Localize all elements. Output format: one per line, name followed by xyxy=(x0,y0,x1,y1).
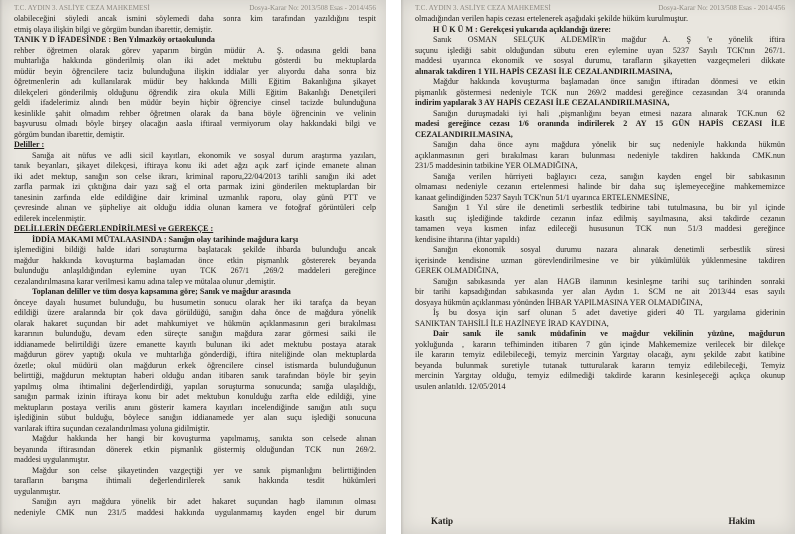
text-line: CEZALANDIRILMASINA, xyxy=(415,129,513,139)
text-line: özetle; okul müdürü olan mağdurun erkek öğrencilere cinsel istismarda bulunduğunun xyxy=(14,360,376,370)
text-line: dosyaya hükmün açıklanması yönünden İHBAR YAPILMASINA YER OLMADIĞINA, xyxy=(415,297,703,307)
text-line: Sanığın ekonomik sosyal durumu nazara alınarak denetimli serbestlik süresi xyxy=(433,245,785,254)
text-line: Sanığın duruşmadaki iyi hali ,pişmanlığını beyan etmesi nazara alınarak TCK.nun 62 xyxy=(433,108,785,118)
text-line: rehber öğretmen olarak görev yaparım birgün müdür A. Ş. odasına geldi bana xyxy=(14,45,376,55)
text-line: muhtarlığa hakkında gönderilmiş olan iki adet mektubu gösterdi bu mektuplarda xyxy=(14,56,376,65)
text-line: bulunduğu anlaşıldığından eylemine uyan TCK 267/1 ,269/2 maddeleri gereğince xyxy=(14,266,376,275)
text-line: Mağdur hakkında kovuşturma başlamadan önce sanığın iftiradan dönmesi ve etkin xyxy=(433,77,785,86)
text-line: belirttiği, mağdurun mektuptan haberi olduğu andan itibaren sanık tarafından böyle bir şeyin xyxy=(14,371,376,380)
court-name: T.C. AYDIN 3. ASLİYE CEZA MAHKEMESİ xyxy=(14,4,150,12)
text-line: olmaması nedeniyle cezanın ertelenmesi halinde bir daha suç işlemeyeceğine mahkememizce xyxy=(415,182,785,191)
text-line: mektupların postaya verilis anını gösterir kamera kayıtları incelendiğinde sanığın atılı suçu xyxy=(14,402,376,412)
text-line: Mağdur son celse şikayetinden vazgeçtiği yer ve sanık pişmanlığını belirttiğinden xyxy=(32,465,376,475)
text-line: cezalandırılmasına karar verilmesi kamu adına talep ve mütalaa olunur ,demiştir. xyxy=(14,276,276,286)
text-line: yapılmış olma ihtimalini değerlendirdiği, yapılan soruşturma sonucunda; sanığa ulaşıldığı, xyxy=(14,381,376,391)
text-line: Sanığın daha önce aynı mağdura yönelik bir suç nedeniyle hakkında hükmün xyxy=(433,140,785,149)
text-line: açıklanmasının geri bırakılması kararı bulunması nedeniyle takdiren hakkında CMK.nun xyxy=(415,150,785,160)
document-page-right xyxy=(401,0,795,534)
text-line: İDDİA MAKAMI MÜTALAASINDA : Sanığın olay tarihinde mağdura karşı xyxy=(32,234,299,244)
text-line: başvurusu olmadı böyle birşey olacağın aasla iftiraal vermiyorum olay hakkındaki bilgi ve xyxy=(14,119,376,128)
court-name: T.C. AYDIN 3. ASLİYE CEZA MAHKEMESİ xyxy=(415,4,551,12)
text-line: dilekçeleri gönderilmiş olduğunu öğrendik zira okula Milli Eğitim Bakanlığı Denetçileri xyxy=(14,87,376,97)
scan-edge xyxy=(0,0,3,534)
text-line: çevresinde alınan ve şüpheliye ait olduğu iddia olunan kamera ve fotoğraf görüntüleri celp xyxy=(14,203,376,212)
text-line: Sanığa verilen hürriyeti bağlayıcı ceza, sanığın kayden engel bir sabıkasının xyxy=(433,171,785,181)
text-line: uygulanmıştır. xyxy=(14,486,61,496)
text-line: TANIK Y D İFADESİNDE : Ben Yılmazköy ortaokulunda xyxy=(14,35,215,44)
text-line: Sanığın ayrı mağdura yönelik bir adet hakaret suçundan hagb ilamının olması xyxy=(32,497,376,506)
text-line: GEREK OLMADIĞINA, xyxy=(415,266,499,275)
text-line: İş bu dosya için sarf olunan 5 adet davetiye gideri 40 TL yargılama giderinin xyxy=(433,308,785,317)
text-line: etmiş olaya ilişkin bilgi ve görgüm bundan ibarettir, demiştir. xyxy=(14,24,213,34)
text-line: mağdurun görev yaptığı okula ve muhtarlığa gönderdiği, iftira niteliğinde olan mektuplarda xyxy=(14,350,376,359)
text-line: Sanığın 1 Yıl süre ile denetimli serbestlik tedbirine tabi tutulmasına, bu bir yıl içinde xyxy=(433,203,785,212)
text-line: mağdur hakkında kovuşturma başlamadan önce etkin pişmanlık göstererek beyanda xyxy=(14,255,376,265)
document-page-left xyxy=(0,0,386,534)
text-line: işlediğinin sübut bulduğu, böylece sanığın iddianamede yer alan suçu işlediği sonucuna xyxy=(14,413,376,422)
text-line: kasıtlı suç işlediğinde takdirde cezanın infaz edilmiş sayılmasına, aksi takdirde cezanın xyxy=(415,213,785,223)
text-line: tanesinin zarfında elde edildiğine dair kriminal uzmanlık raporu, olay günü PTT ve xyxy=(14,192,376,202)
text-line: varılarak iftira suçundan cezalandırılması yoluna gidilmiştir. xyxy=(14,423,210,433)
text-line: Deliller : xyxy=(14,140,45,149)
judge-signature-label: Hakim xyxy=(728,516,755,526)
text-line: suçunu işlediği sabit olduğundan sübutu eren eylemine uyan 5237 Sayılı TCK'nın 267/1. xyxy=(415,45,785,55)
text-line: iki adet mektup, sanığın son celse ikrarı, kriminal raporu,22/04/2013 tarihli sanığın iki adet xyxy=(14,171,376,181)
text-line: DELİLLERİN DEĞERLENDİRİLMESİ ve GEREKÇE : xyxy=(14,224,214,233)
text-line: iddianamede belirtildiği üzere emanette kayıtlı bulunan iki adet mektubu postaya atarak xyxy=(14,339,376,349)
text-line: mercinin Yargıtay olduğu, temyiz edilmediği takdirde kararın kesinleşeceği açıkça okunup xyxy=(415,371,785,380)
text-line: Sanığa ait nüfus ve adli sicil kayıtları, ekonomik ve sosyal durum araştırma yazıları, xyxy=(32,150,376,160)
text-line: Dair sanık ile sanık müdafinin ve mağdur vekilinin yüzüne, mağdurun xyxy=(433,329,785,338)
text-line: edildiği üzere aralarında bir çok dava görüldüğü, sanığın daha önce de mağdura yönelik xyxy=(14,308,376,317)
text-line: edilerek incelenmiştir. xyxy=(14,213,86,223)
text-line: pişmanlık göstermesi nedeniyle TCK nun 269/2 maddesi gereğince cezasından 3/4 oranında xyxy=(415,87,785,97)
text-line: beyanında iftirasından dönerek etkin pişmanlık göstermiş olduğundan TCK nun 269/2. xyxy=(14,444,376,454)
page-header xyxy=(14,4,376,14)
text-line: tanık beyanları, şikayet dilekçesi, iftiraya konu iki adet ağzı açık zarf içinde emanete alınan xyxy=(14,161,376,170)
text-line: maddesi uygulanmıştır. xyxy=(14,455,90,464)
text-line: H Ü K Ü M : Gerekçesi yukarıda açıklandığı üzere: xyxy=(433,24,611,34)
page-header xyxy=(415,4,785,14)
text-line: 231/5 maddesinin tatbikine YER OLMADIĞINA, xyxy=(415,161,578,170)
text-line: öğretmenlerin adı kullanılarak müdür bey hakkında Milli Eğitim Bakanlığına şikayet xyxy=(14,77,376,86)
text-line: kanaat gelindiğinden 5237 Sayılı TCK'nun 51/1 uyarınca ERTELENMESİNE, xyxy=(415,192,670,202)
text-line: görgüm bundan ibarettir, demiştir. xyxy=(14,129,125,139)
text-line: işlemediğini bildiği halde idari soruşturma başlatacak şekilde ihbarda bulunduğu ancak xyxy=(14,245,376,254)
text-line: zarfla parmak izi çıktığına dair yazı sağ el orta parmak izini gönderilen mektuplardan bir xyxy=(14,182,376,191)
text-line: tamamen veya kısmen infaz edileceği hususunun TCK nun 51/3 maddesi gereğince xyxy=(415,224,785,233)
text-line: kararının bulunduğu, devam eden süreçte sanığın mağdura zarar görmesi saiki ile xyxy=(14,329,376,338)
text-line: Sanığın sabıkasında yer alan HAGB ilamının kesinleşme tarihi suç tarihinden sonraki xyxy=(433,276,785,286)
text-line: kesinlikle şahit olmadım rehber öğretmen olarak da bana böyle öğrencinin ve velinin xyxy=(14,108,376,118)
page-content-right xyxy=(415,4,785,392)
text-line: olabileceğini söyledi ancak ismini söylemedi daha sonra kim tarafından yazıldığını tespit xyxy=(14,14,376,23)
text-line: nedeniyle CMK nun 231/5 maddesi hakkında uygulanmamış kayden engel bir durum xyxy=(14,507,376,517)
text-line: beyanda bulunmak suretiyle tutanak tutturularak kararın temyiz edilebileceği, Temyiz xyxy=(415,360,785,370)
text-line: yokluğunda , kararın tefhiminden itibaren 7 gün içinde Mahkememize verilecek bir dilekçe xyxy=(415,339,785,349)
text-line: madesi gereğince cezası 1/6 oranında indirilerek 2 AY 15 GÜN HAPİS CEZASI İLE xyxy=(415,119,785,128)
text-line: maddesi uyarınca ekonomik ve sosyal durumu, tarafların şikayetten vazgeçmeleri dikkate xyxy=(415,56,785,65)
page-body xyxy=(14,14,376,518)
clerk-signature-label: Katip xyxy=(431,516,454,526)
text-line: Mağdur hakkında her hangi bir kovuşturma yapılmamış, sanıkta son celsede alınan xyxy=(32,434,376,443)
text-line: müdür beyin öğrencilere taciz bulunduğuna ilişkin iddialar yer alıyordu daha sonra biz xyxy=(14,66,376,76)
file-number: Dosya-Karar No: 2013/508 Esas - 2014/456 xyxy=(658,4,785,12)
text-line: sanığın parmak izinin iftiraya konu bir adet mektubun konulduğu zarfta elde edildiği, yine xyxy=(14,392,376,401)
text-line: olmadığından verilen hapis cezası ertelenerek aşağıdaki şekilde hüküm kurulmuştur. xyxy=(415,14,689,23)
text-line: tarafların barışma ihtimali değerlendirilerek sanık hakkında tesdit hükümleri xyxy=(14,476,376,485)
text-line: kendisine ihtarına (ihtar yapıldı) xyxy=(415,234,520,244)
text-line: içerisinde kendisine uzman görevlendirilmesine ve bir yükümlülük yüklenmesine takdiren xyxy=(415,255,785,265)
text-line: bir tarihi kapsadığından sabıkasında yer alan Aydın 1. SCM ne ait 2013/44 esas sayılı xyxy=(415,287,785,296)
text-line: Toplanan deliller ve tüm dosya kapsamına göre; Sanık ve mağdur arasında xyxy=(32,287,291,296)
text-line: önceye dayalı husumet bulunduğu, bu husumetin sonucu olarak her iki tarafça da beyan xyxy=(14,297,376,307)
text-line: geldi ifadelerimiz alındı ben müdür beyin hiçbir öğrenciye cinsel tacizde bulunduğuna xyxy=(14,98,376,107)
page-body xyxy=(415,14,785,392)
text-line: SANIKTAN TAHSİLİ İLE HAZİNEYE İRAD KAYDINA, xyxy=(415,318,609,328)
text-line: ile kararın temyiz edilebileceği, temyiz mercinin Yargıtay olacağı, aynı şekilde zabıt katibine xyxy=(415,350,785,359)
file-number: Dosya-Karar No: 2013/508 Esas - 2014/456 xyxy=(249,4,376,12)
page-content-left xyxy=(14,4,376,518)
text-line: Sanık OSMAN SELÇUK ALDEMİR'in mağdur A. Ş 'e yönelik iftira xyxy=(433,35,785,44)
text-line: alınarak takdiren 1 YIL HAPİS CEZASI İLE CEZALANDIRILMASINA, xyxy=(415,66,673,76)
scan-edge xyxy=(401,0,404,534)
text-line: usulen anlatıldı. 12/05/2014 xyxy=(415,381,506,391)
text-line: indirim yapılarak 3 AY HAPİS CEZASI İLE CEZALANDIRILMASINA, xyxy=(415,98,670,107)
text-line: olarak hakaret suçundan bir adet mahkumiyet ve hükmün açıklanmasının geri bırakılması xyxy=(14,318,376,328)
